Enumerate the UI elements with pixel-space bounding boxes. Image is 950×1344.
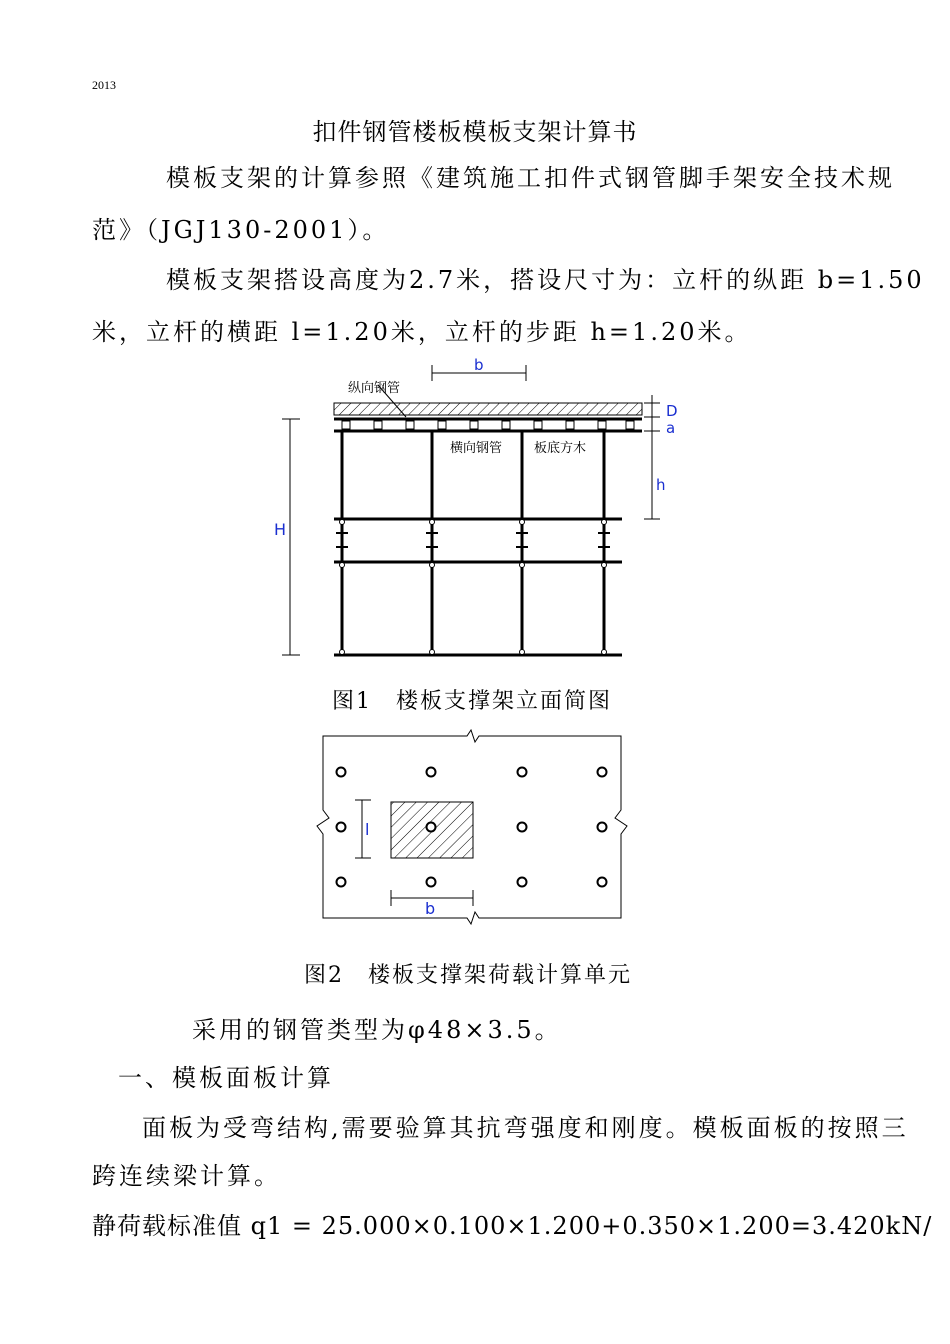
document-year: 2013 bbox=[92, 78, 116, 92]
paragraph-line: 模板支架搭设高度为2.7米，搭设尺寸为：立杆的纵距 b=1.50 bbox=[166, 266, 925, 294]
load-area bbox=[391, 802, 473, 858]
paragraph-line: 跨连续梁计算。 bbox=[92, 1162, 281, 1190]
transverse-pipe-label: 横向钢管 bbox=[450, 441, 503, 456]
b-label: b bbox=[474, 356, 484, 374]
h-label: h bbox=[656, 476, 666, 494]
D-label: D bbox=[666, 402, 678, 420]
b-dimension bbox=[432, 356, 526, 381]
paragraph-line: 面板为受弯结构,需要验算其抗弯强度和刚度。模板面板的按照三 bbox=[142, 1114, 909, 1142]
figure1-caption: 图1 楼板支撑架立面简图 bbox=[332, 689, 612, 714]
l-label: l bbox=[365, 820, 370, 839]
longitudinal-pipe-label: 纵向钢管 bbox=[348, 381, 401, 396]
slab-concrete bbox=[334, 403, 642, 415]
H-label: H bbox=[274, 520, 287, 539]
formula-line: 静荷载标准值 q1 = 25.000×0.100×1.200+0.350×1.200=3.420kN/ bbox=[92, 1212, 933, 1240]
paragraph-line: 模板支架的计算参照《建筑施工扣件式钢管脚手架安全技术规 bbox=[166, 164, 895, 192]
bottom-timber-label: 板底方木 bbox=[534, 441, 587, 456]
b-label-plan: b bbox=[425, 899, 436, 918]
bottom-timber-blocks bbox=[342, 421, 634, 429]
figure2-plan-diagram bbox=[315, 722, 635, 928]
a-label: a bbox=[666, 419, 676, 437]
vertical-posts bbox=[342, 431, 604, 655]
paragraph-line: 米，立杆的横距 l=1.20米，立杆的步距 h=1.20米。 bbox=[92, 318, 752, 346]
pipe-type-line: 采用的钢管类型为φ48×3.5。 bbox=[192, 1016, 562, 1044]
section-heading: 一、模板面板计算 bbox=[118, 1064, 334, 1092]
right-dimensions bbox=[644, 395, 660, 519]
document-title: 扣件钢管楼板模板支架计算书 bbox=[312, 118, 638, 146]
paragraph-line: 范》（JGJ130-2001）。 bbox=[92, 216, 390, 244]
figure2-caption: 图2 楼板支撑架荷载计算单元 bbox=[304, 963, 632, 988]
figure1-elevation-diagram bbox=[270, 355, 690, 665]
